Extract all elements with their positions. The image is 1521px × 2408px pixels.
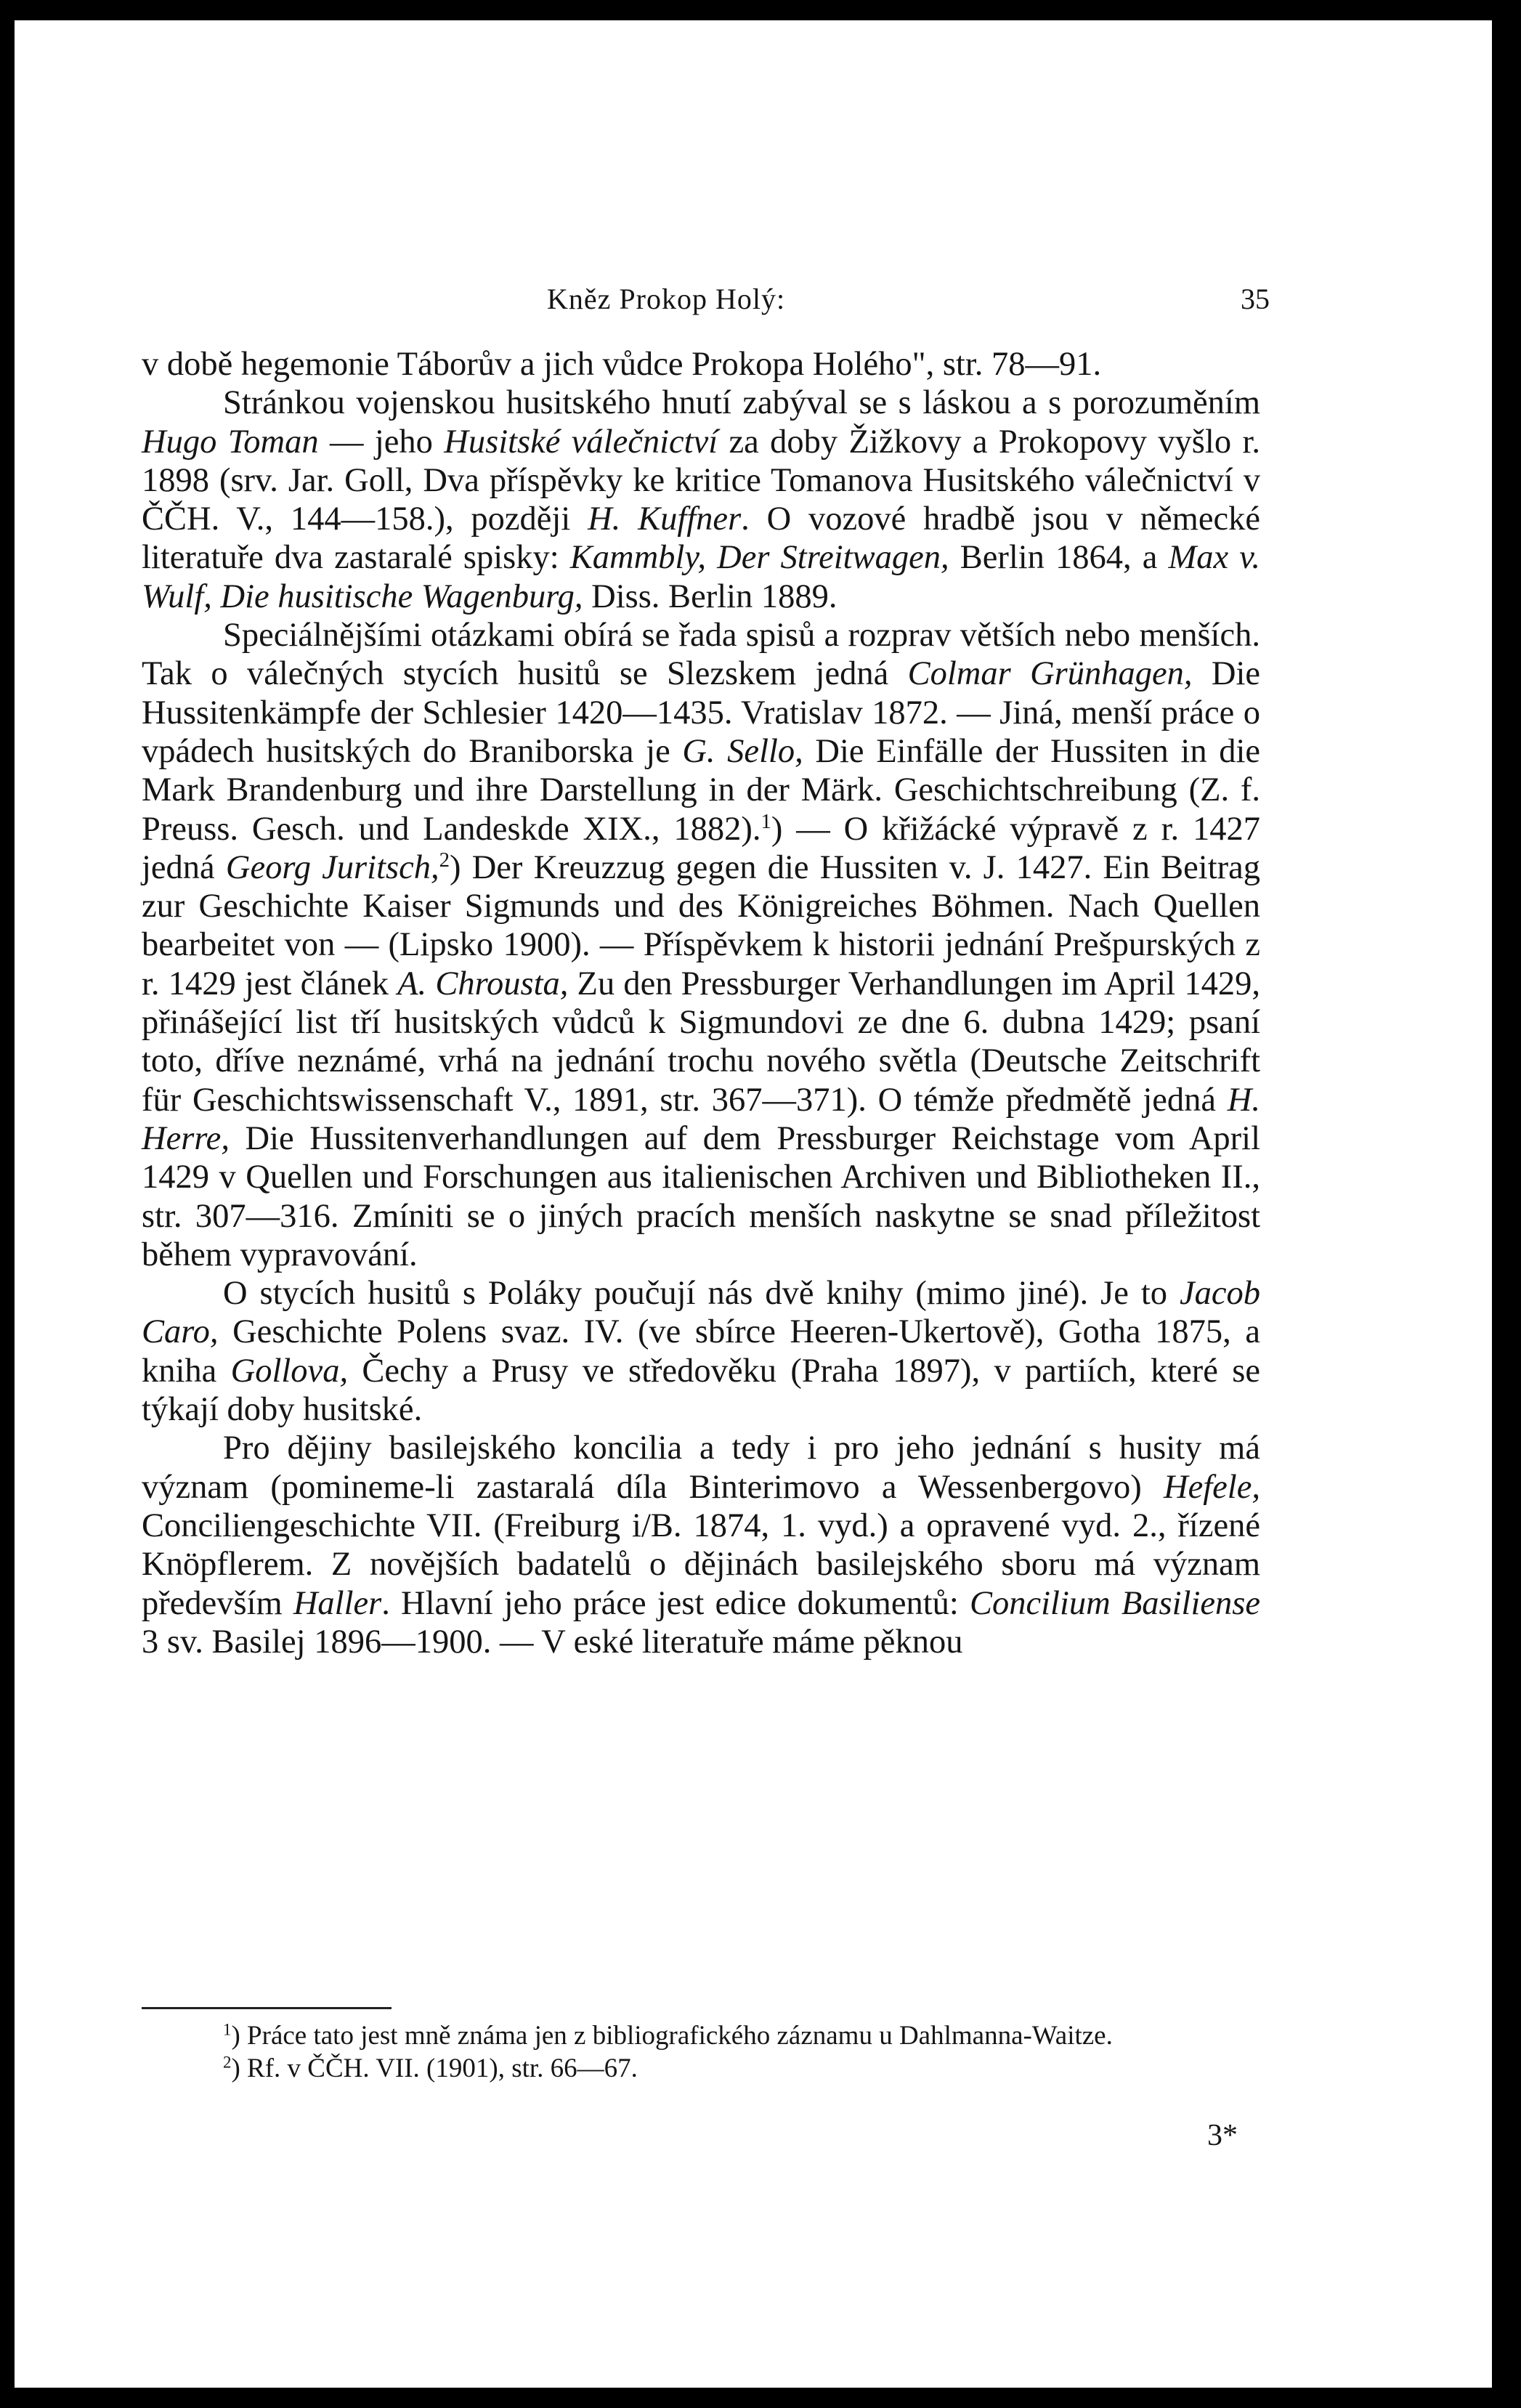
running-title: Kněz Prokop Holý:: [547, 283, 786, 315]
text-run: Zu den Pressburger Verhandlungen im April 1429, přinášející list tří husitských vůdců k Sigmundovi ze dne 6. dubna 1429; psaní toto, dříve neznámé, vrhá na jednání trochu nového světla (Deutsche Zeitschrift für Geschichtswissenschaft V., 1891, str. 367—371). O témže předmětě jedná: [142, 965, 1260, 1119]
italic-citation: H. Herre,: [142, 1081, 1260, 1157]
italic-citation: Max v. Wulf, Die husitische Wagenburg,: [142, 539, 1261, 615]
paragraph: [142, 345, 1260, 384]
text-run: Conciliengeschichte VII. (Freiburg i/B. 1874, 1. vyd.) a opravené vyd. 2., řízené Knöpflerem. Z novějších badatelů o dějinách basilejského sboru má význam především: [142, 1507, 1260, 1622]
text-run: Čechy a Prusy ve středověku (Praha 1897), v partiích, které se týkají doby husitské.: [142, 1352, 1260, 1429]
italic-citation: Hefele,: [1164, 1468, 1260, 1506]
footnote-marker: 2: [439, 848, 450, 872]
italic-citation: Haller: [293, 1584, 382, 1622]
text-run: 3 sv. Basilej 1896—1900. — V eské literatuře máme pěknou: [142, 1623, 963, 1661]
text-run: Berlin 1864, a: [949, 539, 1169, 577]
italic-citation: G. Sello,: [682, 732, 803, 770]
text-run: Speciálnějšími otázkami obírá se řada spisů a rozprav větších nebo menších. Tak o válečných stycích husitů se Slezskem jedná: [142, 617, 1260, 693]
signature-mark: 3*: [1207, 2119, 1238, 2152]
italic-citation: Kammbly, Der Streitwagen,: [569, 539, 949, 577]
italic-citation: H. Kuffner: [588, 500, 742, 538]
italic-citation: Hugo Toman: [142, 423, 319, 461]
text-run: O stycích husitů s Poláky poučují nás dvě knihy (mimo jiné). Je to: [223, 1275, 1180, 1313]
text-run: Die Einfälle der Hussiten in die Mark Brandenburg und ihre Darstellung in der Märk. Geschichtschreibung (Z. f. Preuss. Gesch. und Landeskde XIX., 1882).: [142, 732, 1261, 848]
paragraph: [142, 1274, 1260, 1429]
italic-citation: A. Chrousta,: [397, 965, 569, 1002]
text-run: Geschichte Polens svaz. IV. (ve sbírce Heeren-Ukertově), Gotha 1875, a kniha: [142, 1313, 1260, 1390]
text-run: Pro dějiny basilejského koncilia a tedy i pro jeho jednání s husity má význam (pomineme-li zastaralá díla Binterimovo a Wessenbergovo): [142, 1430, 1260, 1506]
italic-citation: Concilium Basiliense: [969, 1584, 1261, 1622]
body-text: [142, 345, 1260, 1661]
text-run: za doby Žižkovy a Prokopovy vyšlo r. 1898 (srv. Jar. Goll, Dva příspěvky ke kritice Tomanova Husitského válečnictví v ČČH. V., 144—158.), později: [142, 423, 1260, 538]
text-run: ) — O křižácké výpravě z r. 1427 jedná: [142, 810, 1260, 886]
paragraph: [142, 1429, 1260, 1661]
text-run: Diss. Berlin 1889.: [583, 577, 837, 615]
text-run: Die Hussitenverhandlungen auf dem Pressburger Reichstage vom April 1429 v Quellen und Forschungen aus italienischen Archiven und Bibliotheken II., str. 307—316. Zmíniti se o jiných pracích menších naskytne se snad příležitost během vypravování.: [142, 1119, 1260, 1273]
footnote-separator: [142, 2007, 392, 2009]
text-run: . O vozové hradbě jsou v německé literatuře dva zastaralé spisky:: [142, 500, 1260, 577]
footnote-marker: 2: [223, 2053, 232, 2072]
italic-citation: Georg Juritsch,: [225, 848, 439, 886]
footnote-marker: 1: [760, 809, 771, 833]
text-run: — jeho: [318, 423, 445, 461]
italic-citation: Gollova,: [230, 1352, 349, 1390]
footnote-marker: 1: [223, 2020, 232, 2039]
footnote: [142, 2019, 1260, 2052]
text-run: . Hlavní jeho práce jest edice dokumentů:: [381, 1584, 970, 1622]
text-run: v době hegemonie Táborův a jich vůdce Prokopa Holého", str. 78—91.: [142, 346, 1102, 383]
text-run: ) Der Kreuzzug gegen die Hussiten v. J. 1427. Ein Beitrag zur Geschichte Kaiser Sigmunds und des Königreiches Böhmen. Nach Quellen bearbeitet von — (Lipsko 1900). — Příspěvkem k historii jednání Prešpurských z r. 1429 jest článek: [142, 848, 1261, 1002]
italic-citation: Colmar Grünhagen,: [907, 655, 1193, 693]
page-number: 35: [1241, 283, 1270, 315]
italic-citation: Jacob Caro,: [142, 1275, 1260, 1351]
footnote: [142, 2052, 1260, 2085]
book-page: [15, 20, 1492, 2388]
text-run: Stránkou vojenskou husitského hnutí zabýval se s láskou a s porozuměním: [223, 384, 1260, 422]
text-run: ) Práce tato jest mně známa jen z bibliografického záznamu u Dahlmanna-Waitze.: [231, 2021, 1113, 2051]
text-run: Die Hussitenkämpfe der Schlesier 1420—1435. Vratislav 1872. — Jiná, menší práce o vpádech husitských do Braniborska je: [142, 655, 1261, 770]
paragraph: [142, 384, 1260, 616]
footnotes: [142, 2019, 1260, 2085]
paragraph: [142, 616, 1260, 1274]
italic-citation: Husitské válečnictví: [444, 423, 718, 461]
text-run: ) Rf. v ČČH. VII. (1901), str. 66—67.: [231, 2054, 638, 2083]
